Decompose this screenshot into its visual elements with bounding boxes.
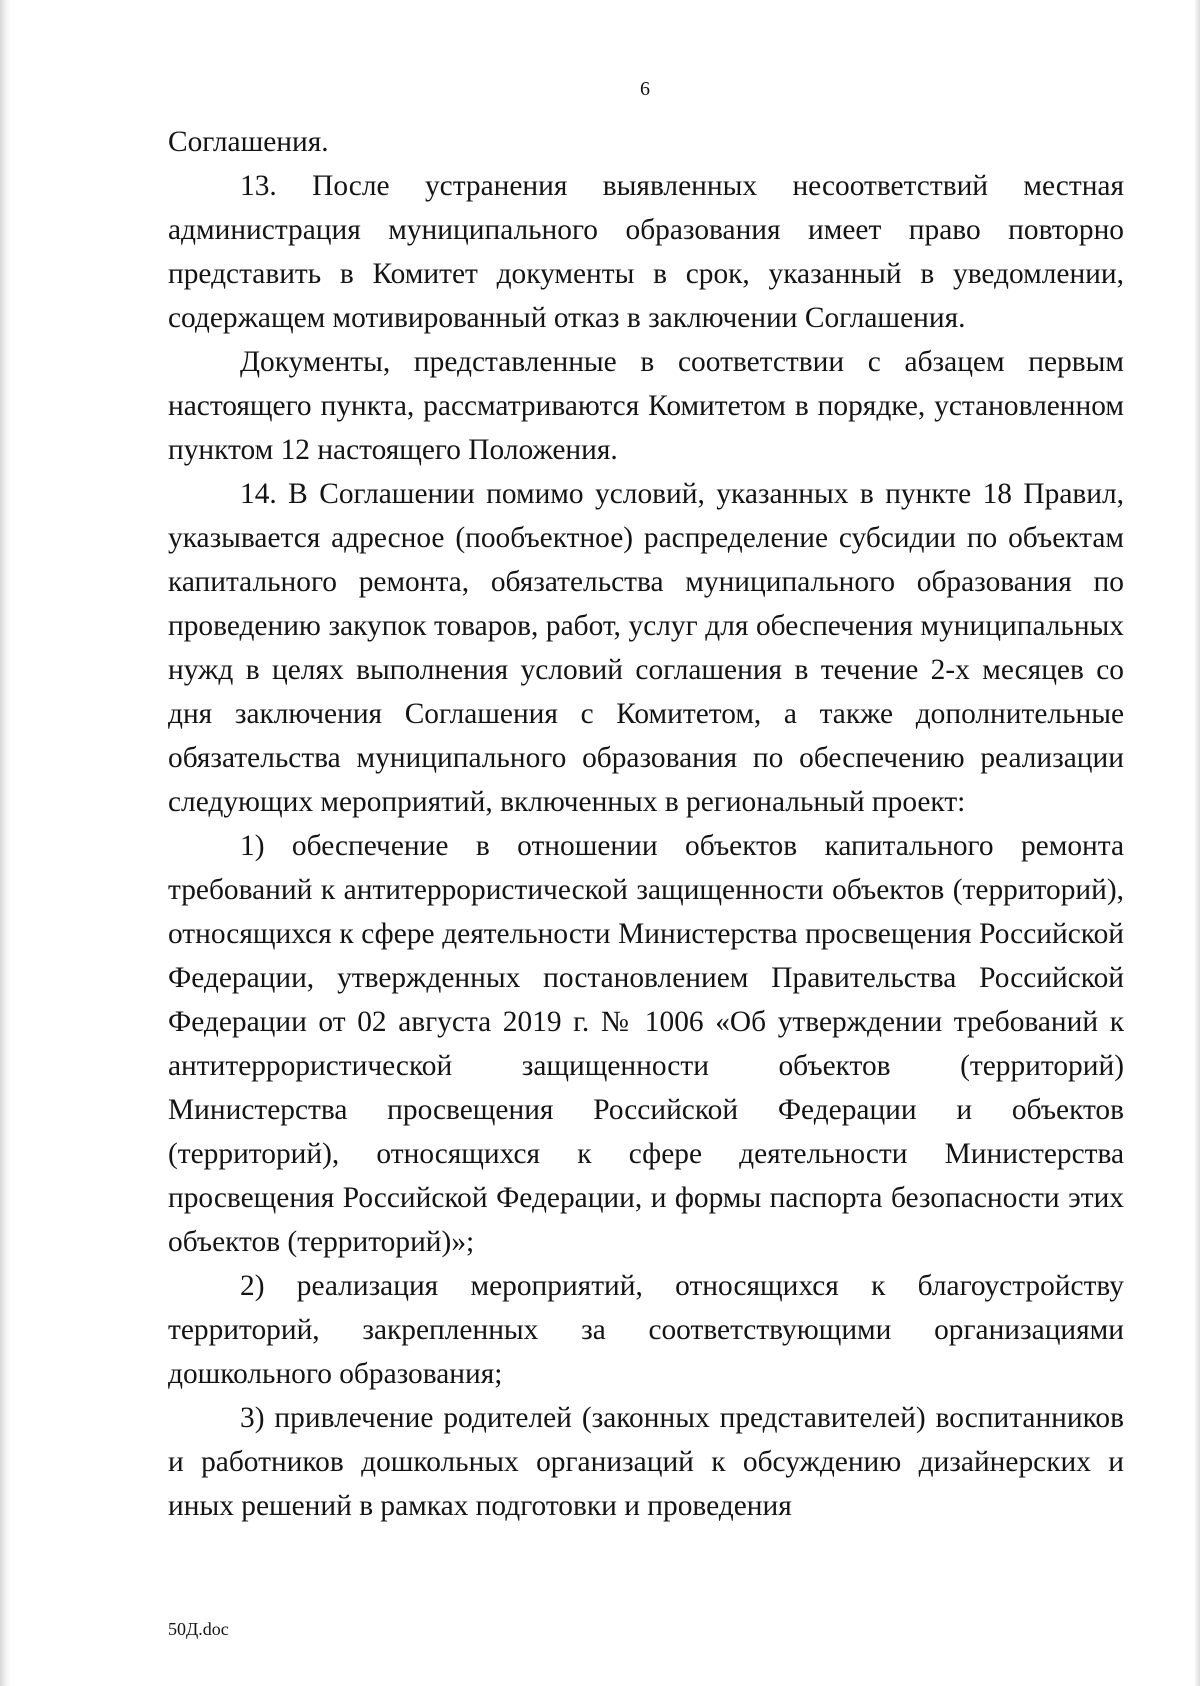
page-number: 6 (640, 78, 650, 100)
paragraph-item-13: 13. После устранения выявленных несоответствий местная администрация муниципального образования имеет право повторно представить в Комитет документы в срок, указанный в уведомлении, содержащем мотивированный отказ в заключении Соглашения. (168, 170, 1124, 334)
document-body (168, 120, 1124, 1528)
list-item-2: 2) реализация мероприятий, относящихся к благоустройству территорий, закрепленных за соответствующими организациями дошкольного образования; (168, 1270, 1124, 1390)
file-name-footer: 50Д.doc (168, 1619, 229, 1639)
scan-edge-right (1194, 0, 1200, 1686)
list-item-1: 1) обеспечение в отношении объектов капитального ремонта требований к антитеррористической защищенности объектов (территорий), относящихся к сфере деятельности Министерства просвещения Российской Федерации, утвержденных постановлением Правительства Российской Федерации от 02 августа 2019 г. № 1006 «Об утверждении требований к антитеррористической защищенности объектов (территорий) Министерства просвещения Российской Федерации и объектов (территорий), относящихся к сфере деятельности Министерства просвещения Российской Федерации, и формы паспорта безопасности этих объектов (территорий)»; (168, 830, 1124, 1258)
paragraph-documents: Документы, представленные в соответствии с абзацем первым настоящего пункта, рассматриваются Комитетом в порядке, установленном пунктом 12 настоящего Положения. (168, 346, 1124, 466)
paragraph-item-14: 14. В Соглашении помимо условий, указанных в пункте 18 Правил, указывается адресное (пообъектное) распределение субсидии по объектам капитального ремонта, обязательства муниципального образования по проведению закупок товаров, работ, услуг для обеспечения муниципальных нужд в целях выполнения условий соглашения в течение 2-х месяцев со дня заключения Соглашения с Комитетом, а также дополнительные обязательства муниципального образования по обеспечению реализации следующих мероприятий, включенных в региональный проект: (168, 478, 1124, 818)
paragraph-continuation: Соглашения. (168, 126, 329, 158)
scan-edge-left (0, 0, 10, 1686)
list-item-3: 3) привлечение родителей (законных представителей) воспитанников и работников дошкольных организаций к обсуждению дизайнерских и иных решений в рамках подготовки и проведения (168, 1402, 1124, 1522)
